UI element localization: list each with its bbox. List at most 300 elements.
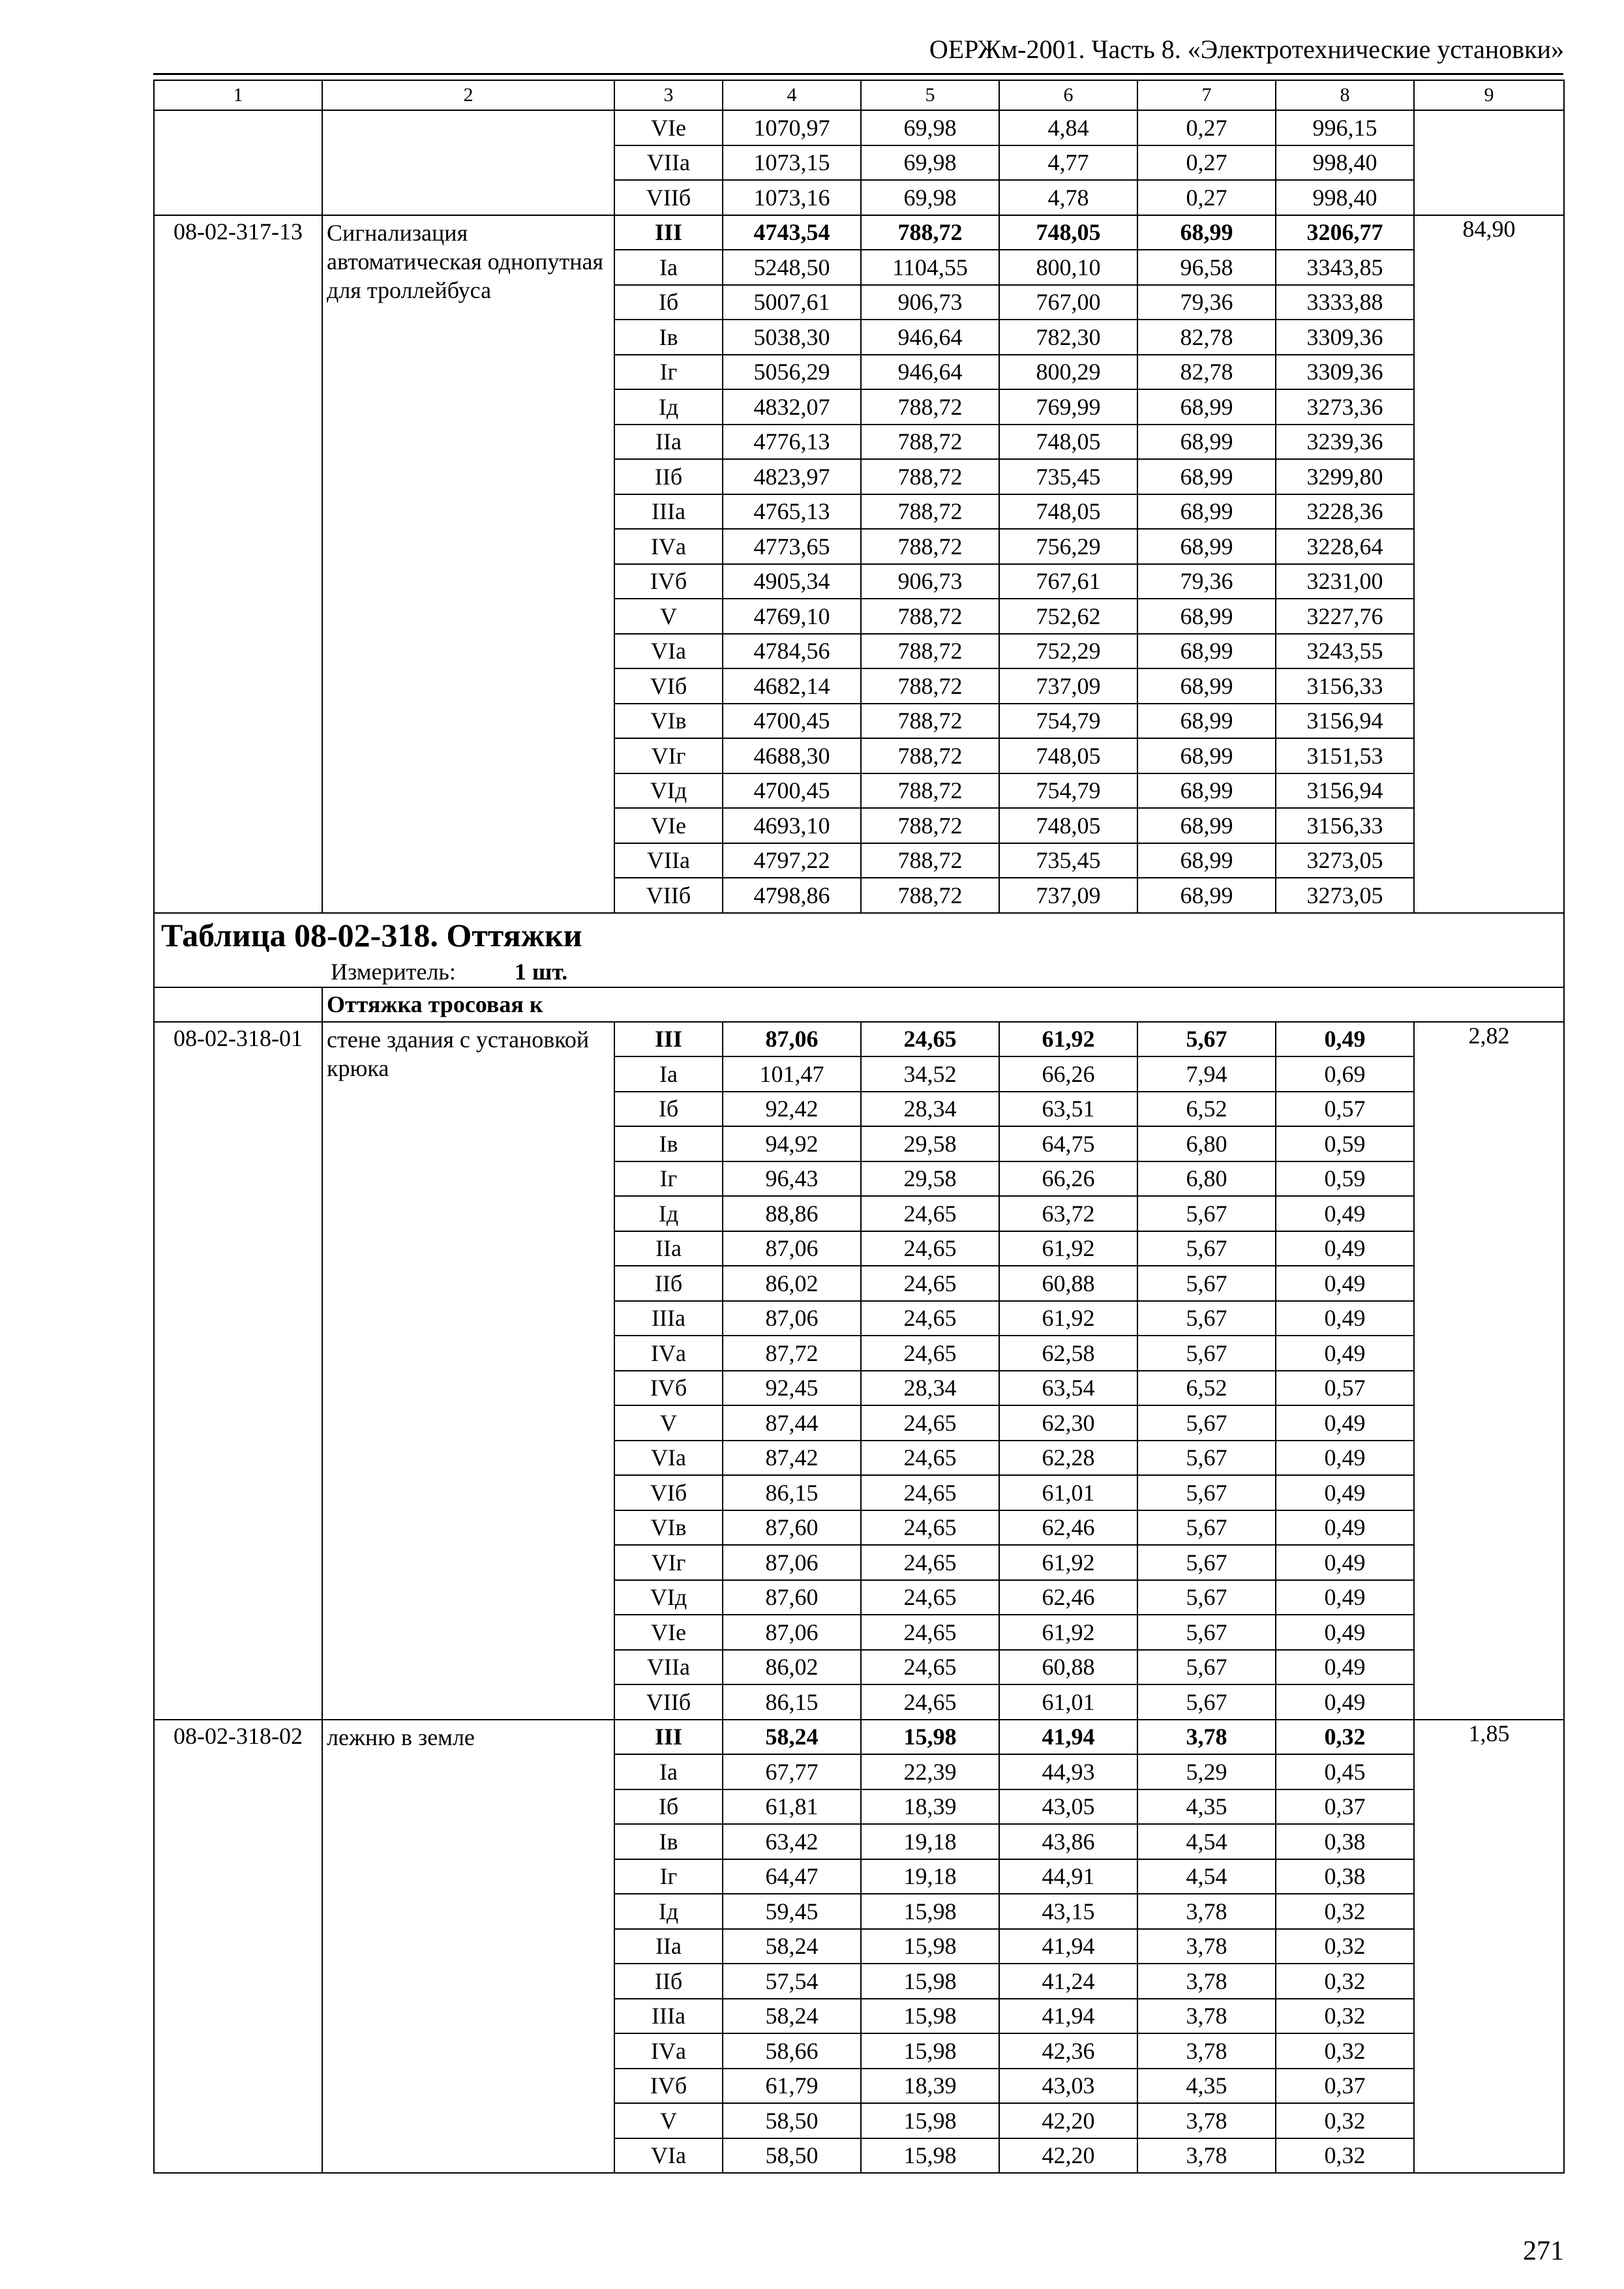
rate-name: стене здания с установкой крюка xyxy=(322,1022,614,1720)
column-number: 9 xyxy=(1414,80,1564,110)
wages-cell: 28,34 xyxy=(861,1092,999,1127)
direct-cost-cell: 4797,22 xyxy=(723,843,861,878)
machines-cell: 63,51 xyxy=(999,1092,1137,1127)
direct-cost-cell: 1073,15 xyxy=(723,145,861,181)
materials-cell: 0,49 xyxy=(1276,1405,1414,1441)
direct-cost-cell: 5056,29 xyxy=(723,355,861,390)
wages-cell: 24,65 xyxy=(861,1650,999,1685)
materials-cell: 0,32 xyxy=(1276,1929,1414,1964)
wages-cell: 15,98 xyxy=(861,1929,999,1964)
machines-cell: 62,28 xyxy=(999,1441,1137,1476)
drivers-wages-cell: 68,99 xyxy=(1137,704,1276,739)
drivers-wages-cell: 5,67 xyxy=(1137,1231,1276,1266)
direct-cost-cell: 4743,54 xyxy=(723,215,861,250)
drivers-wages-cell: 5,67 xyxy=(1137,1510,1276,1546)
materials-cell: 3156,94 xyxy=(1276,704,1414,739)
code-cell xyxy=(154,110,322,215)
drivers-wages-cell: 3,78 xyxy=(1137,1929,1276,1964)
direct-cost-cell: 4905,34 xyxy=(723,564,861,599)
name-cell xyxy=(322,110,614,215)
resource-group-cell: IIIа xyxy=(614,1301,723,1336)
wages-cell: 19,18 xyxy=(861,1859,999,1894)
column-number-row xyxy=(154,80,1564,110)
machines-cell: 66,26 xyxy=(999,1161,1137,1197)
drivers-wages-cell: 5,67 xyxy=(1137,1266,1276,1301)
machines-cell: 61,01 xyxy=(999,1475,1137,1510)
direct-cost-cell: 87,06 xyxy=(723,1022,861,1057)
drivers-wages-cell: 5,67 xyxy=(1137,1615,1276,1650)
direct-cost-cell: 4773,65 xyxy=(723,529,861,564)
machines-cell: 43,15 xyxy=(999,1894,1137,1929)
materials-cell: 3156,33 xyxy=(1276,808,1414,843)
drivers-wages-cell: 68,99 xyxy=(1137,389,1276,425)
materials-cell: 0,59 xyxy=(1276,1126,1414,1161)
wages-cell: 15,98 xyxy=(861,1999,999,2034)
wages-cell: 24,65 xyxy=(861,1022,999,1057)
table-row xyxy=(154,1022,1564,1057)
direct-cost-cell: 86,02 xyxy=(723,1266,861,1301)
wages-cell: 788,72 xyxy=(861,529,999,564)
measure-cell xyxy=(154,957,1564,987)
wages-cell: 788,72 xyxy=(861,634,999,669)
machines-cell: 4,77 xyxy=(999,145,1137,181)
wages-cell: 1104,55 xyxy=(861,250,999,285)
materials-cell: 0,38 xyxy=(1276,1824,1414,1859)
drivers-wages-cell: 6,80 xyxy=(1137,1161,1276,1197)
resource-group-cell: Iа xyxy=(614,1754,723,1789)
drivers-wages-cell: 68,99 xyxy=(1137,843,1276,878)
direct-cost-cell: 87,06 xyxy=(723,1545,861,1580)
resource-group-cell: IIа xyxy=(614,425,723,460)
resource-group-cell: Iа xyxy=(614,1056,723,1092)
drivers-wages-cell: 5,67 xyxy=(1137,1405,1276,1441)
machines-cell: 62,46 xyxy=(999,1580,1137,1615)
rate-code: 08-02-318-01 xyxy=(154,1022,322,1720)
wages-cell: 15,98 xyxy=(861,1964,999,1999)
direct-cost-cell: 4765,13 xyxy=(723,494,861,530)
drivers-wages-cell: 6,80 xyxy=(1137,1126,1276,1161)
direct-cost-cell: 87,42 xyxy=(723,1441,861,1476)
materials-cell: 3309,36 xyxy=(1276,320,1414,355)
direct-cost-cell: 58,50 xyxy=(723,2138,861,2174)
drivers-wages-cell: 68,99 xyxy=(1137,773,1276,809)
resource-group-cell: III xyxy=(614,215,723,250)
materials-cell: 3156,94 xyxy=(1276,773,1414,809)
drivers-wages-cell: 68,99 xyxy=(1137,634,1276,669)
resource-group-cell: IVа xyxy=(614,1336,723,1371)
machines-cell: 782,30 xyxy=(999,320,1137,355)
resource-group-cell: VIб xyxy=(614,1475,723,1510)
wages-cell: 788,72 xyxy=(861,494,999,530)
direct-cost-cell: 58,66 xyxy=(723,2033,861,2069)
direct-cost-cell: 4769,10 xyxy=(723,599,861,634)
wages-cell: 24,65 xyxy=(861,1684,999,1720)
wages-cell: 22,39 xyxy=(861,1754,999,1789)
resource-group-cell: VIIб xyxy=(614,878,723,913)
drivers-wages-cell: 3,78 xyxy=(1137,2033,1276,2069)
resource-group-cell: Iв xyxy=(614,1126,723,1161)
resource-group-cell: IIIа xyxy=(614,494,723,530)
column-number: 8 xyxy=(1276,80,1414,110)
measure-row xyxy=(154,957,1564,987)
drivers-wages-cell: 68,99 xyxy=(1137,459,1276,494)
table-row xyxy=(154,1720,1564,1755)
resource-group-cell: VIв xyxy=(614,704,723,739)
materials-cell: 3228,36 xyxy=(1276,494,1414,530)
wages-cell: 788,72 xyxy=(861,843,999,878)
wages-cell: 788,72 xyxy=(861,459,999,494)
direct-cost-cell: 87,06 xyxy=(723,1615,861,1650)
column-number: 2 xyxy=(322,80,614,110)
drivers-wages-cell: 68,99 xyxy=(1137,425,1276,460)
materials-cell: 0,32 xyxy=(1276,1964,1414,1999)
materials-cell: 0,59 xyxy=(1276,1161,1414,1197)
resource-group-cell: IVб xyxy=(614,1371,723,1406)
machines-cell: 752,62 xyxy=(999,599,1137,634)
machines-cell: 41,94 xyxy=(999,1999,1137,2034)
wages-cell: 18,39 xyxy=(861,1789,999,1825)
drivers-wages-cell: 96,58 xyxy=(1137,250,1276,285)
direct-cost-cell: 86,15 xyxy=(723,1684,861,1720)
column-number: 3 xyxy=(614,80,723,110)
direct-cost-cell: 92,42 xyxy=(723,1092,861,1127)
resource-group-cell: IIIа xyxy=(614,1999,723,2034)
drivers-wages-cell: 5,67 xyxy=(1137,1475,1276,1510)
machines-cell: 748,05 xyxy=(999,738,1137,773)
drivers-wages-cell: 3,78 xyxy=(1137,2103,1276,2138)
direct-cost-cell: 1070,97 xyxy=(723,110,861,145)
machines-cell: 748,05 xyxy=(999,425,1137,460)
drivers-wages-cell: 68,99 xyxy=(1137,668,1276,704)
materials-cell: 0,49 xyxy=(1276,1475,1414,1510)
materials-cell: 998,40 xyxy=(1276,180,1414,215)
wages-cell: 24,65 xyxy=(861,1441,999,1476)
header-rule xyxy=(153,73,1563,75)
materials-cell: 0,69 xyxy=(1276,1056,1414,1092)
resource-group-cell: IVб xyxy=(614,2069,723,2104)
direct-cost-cell: 96,43 xyxy=(723,1161,861,1197)
drivers-wages-cell: 0,27 xyxy=(1137,145,1276,181)
resource-group-cell: III xyxy=(614,1720,723,1755)
materials-cell: 3206,77 xyxy=(1276,215,1414,250)
labor-cost-cell: 2,82 xyxy=(1414,1022,1564,1720)
direct-cost-cell: 4823,97 xyxy=(723,459,861,494)
direct-cost-cell: 92,45 xyxy=(723,1371,861,1406)
materials-cell: 0,37 xyxy=(1276,2069,1414,2104)
wages-cell: 788,72 xyxy=(861,773,999,809)
wages-cell: 34,52 xyxy=(861,1056,999,1092)
machines-cell: 767,61 xyxy=(999,564,1137,599)
resource-group-cell: III xyxy=(614,1022,723,1057)
drivers-wages-cell: 3,78 xyxy=(1137,1894,1276,1929)
wages-cell: 15,98 xyxy=(861,1894,999,1929)
wages-cell: 788,72 xyxy=(861,704,999,739)
column-number: 1 xyxy=(154,80,322,110)
machines-cell: 42,20 xyxy=(999,2103,1137,2138)
materials-cell: 0,45 xyxy=(1276,1754,1414,1789)
direct-cost-cell: 4682,14 xyxy=(723,668,861,704)
resource-group-cell: IVа xyxy=(614,2033,723,2069)
machines-cell: 800,10 xyxy=(999,250,1137,285)
resource-group-cell: VIа xyxy=(614,634,723,669)
materials-cell: 0,37 xyxy=(1276,1789,1414,1825)
drivers-wages-cell: 5,29 xyxy=(1137,1754,1276,1789)
materials-cell: 3231,00 xyxy=(1276,564,1414,599)
materials-cell: 0,49 xyxy=(1276,1266,1414,1301)
direct-cost-cell: 58,24 xyxy=(723,1720,861,1755)
machines-cell: 43,05 xyxy=(999,1789,1137,1825)
materials-cell: 3273,05 xyxy=(1276,878,1414,913)
resource-group-cell: Iд xyxy=(614,1196,723,1231)
machines-cell: 63,72 xyxy=(999,1196,1137,1231)
materials-cell: 3156,33 xyxy=(1276,668,1414,704)
resource-group-cell: VIб xyxy=(614,668,723,704)
table-title: Таблица 08-02-318. Оттяжки xyxy=(154,913,1564,957)
table-row xyxy=(154,110,1564,145)
column-number: 5 xyxy=(861,80,999,110)
column-number: 4 xyxy=(723,80,861,110)
drivers-wages-cell: 3,78 xyxy=(1137,1999,1276,2034)
wages-cell: 788,72 xyxy=(861,738,999,773)
wages-cell: 788,72 xyxy=(861,599,999,634)
drivers-wages-cell: 7,94 xyxy=(1137,1056,1276,1092)
direct-cost-cell: 5007,61 xyxy=(723,285,861,320)
materials-cell: 3151,53 xyxy=(1276,738,1414,773)
machines-cell: 769,99 xyxy=(999,389,1137,425)
materials-cell: 0,49 xyxy=(1276,1650,1414,1685)
machines-cell: 44,91 xyxy=(999,1859,1137,1894)
wages-cell: 24,65 xyxy=(861,1580,999,1615)
direct-cost-cell: 61,79 xyxy=(723,2069,861,2104)
materials-cell: 0,32 xyxy=(1276,2103,1414,2138)
machines-cell: 748,05 xyxy=(999,808,1137,843)
machines-cell: 64,75 xyxy=(999,1126,1137,1161)
column-number: 6 xyxy=(999,80,1137,110)
wages-cell: 24,65 xyxy=(861,1266,999,1301)
resource-group-cell: Iг xyxy=(614,1161,723,1197)
machines-cell: 735,45 xyxy=(999,843,1137,878)
drivers-wages-cell: 5,67 xyxy=(1137,1196,1276,1231)
direct-cost-cell: 94,92 xyxy=(723,1126,861,1161)
resource-group-cell: VIIа xyxy=(614,843,723,878)
resource-group-cell: VIд xyxy=(614,1580,723,1615)
resource-group-cell: IIб xyxy=(614,1266,723,1301)
drivers-wages-cell: 5,67 xyxy=(1137,1301,1276,1336)
direct-cost-cell: 1073,16 xyxy=(723,180,861,215)
resource-group-cell: VIIб xyxy=(614,180,723,215)
materials-cell: 3227,76 xyxy=(1276,599,1414,634)
wages-cell: 15,98 xyxy=(861,2103,999,2138)
wages-cell: 69,98 xyxy=(861,180,999,215)
materials-cell: 0,49 xyxy=(1276,1580,1414,1615)
materials-cell: 0,49 xyxy=(1276,1545,1414,1580)
direct-cost-cell: 87,06 xyxy=(723,1231,861,1266)
direct-cost-cell: 4832,07 xyxy=(723,389,861,425)
machines-cell: 752,29 xyxy=(999,634,1137,669)
materials-cell: 3228,64 xyxy=(1276,529,1414,564)
materials-cell: 0,49 xyxy=(1276,1336,1414,1371)
direct-cost-cell: 87,60 xyxy=(723,1510,861,1546)
resource-group-cell: IVб xyxy=(614,564,723,599)
machines-cell: 61,92 xyxy=(999,1615,1137,1650)
machines-cell: 43,03 xyxy=(999,2069,1137,2104)
page-header: ОЕРЖм-2001. Часть 8. «Электротехнические установки» xyxy=(929,35,1564,64)
wages-cell: 906,73 xyxy=(861,564,999,599)
drivers-wages-cell: 68,99 xyxy=(1137,878,1276,913)
wages-cell: 788,72 xyxy=(861,215,999,250)
wages-cell: 15,98 xyxy=(861,1720,999,1755)
wages-cell: 19,18 xyxy=(861,1824,999,1859)
materials-cell: 0,32 xyxy=(1276,2033,1414,2069)
page-number: 271 xyxy=(1523,2236,1564,2266)
machines-cell: 42,20 xyxy=(999,2138,1137,2174)
materials-cell: 0,49 xyxy=(1276,1022,1414,1057)
drivers-wages-cell: 4,35 xyxy=(1137,2069,1276,2104)
direct-cost-cell: 5038,30 xyxy=(723,320,861,355)
machines-cell: 61,92 xyxy=(999,1301,1137,1336)
drivers-wages-cell: 4,54 xyxy=(1137,1824,1276,1859)
machines-cell: 41,94 xyxy=(999,1929,1137,1964)
drivers-wages-cell: 82,78 xyxy=(1137,355,1276,390)
wages-cell: 906,73 xyxy=(861,285,999,320)
direct-cost-cell: 58,24 xyxy=(723,1929,861,1964)
drivers-wages-cell: 68,99 xyxy=(1137,529,1276,564)
machines-cell: 737,09 xyxy=(999,668,1137,704)
resource-group-cell: Iг xyxy=(614,355,723,390)
machines-cell: 61,92 xyxy=(999,1545,1137,1580)
resource-group-cell: IIа xyxy=(614,1231,723,1266)
wages-cell: 29,58 xyxy=(861,1161,999,1197)
machines-cell: 62,46 xyxy=(999,1510,1137,1546)
direct-cost-cell: 86,02 xyxy=(723,1650,861,1685)
direct-cost-cell: 61,81 xyxy=(723,1789,861,1825)
labor-cost-cell: 84,90 xyxy=(1414,215,1564,913)
machines-cell: 754,79 xyxy=(999,773,1137,809)
drivers-wages-cell: 5,67 xyxy=(1137,1650,1276,1685)
wages-cell: 946,64 xyxy=(861,320,999,355)
resource-group-cell: VIг xyxy=(614,738,723,773)
machines-cell: 41,24 xyxy=(999,1964,1137,1999)
materials-cell: 3239,36 xyxy=(1276,425,1414,460)
machines-cell: 41,94 xyxy=(999,1720,1137,1755)
direct-cost-cell: 88,86 xyxy=(723,1196,861,1231)
wages-cell: 18,39 xyxy=(861,2069,999,2104)
machines-cell: 44,93 xyxy=(999,1754,1137,1789)
wages-cell: 946,64 xyxy=(861,355,999,390)
wages-cell: 15,98 xyxy=(861,2033,999,2069)
materials-cell: 3309,36 xyxy=(1276,355,1414,390)
machines-cell: 61,92 xyxy=(999,1231,1137,1266)
direct-cost-cell: 4693,10 xyxy=(723,808,861,843)
materials-cell: 0,49 xyxy=(1276,1510,1414,1546)
machines-cell: 62,30 xyxy=(999,1405,1137,1441)
resource-group-cell: Iв xyxy=(614,320,723,355)
resource-group-cell: VIе xyxy=(614,1615,723,1650)
direct-cost-cell: 87,44 xyxy=(723,1405,861,1441)
labor-cost-cell xyxy=(1414,110,1564,215)
machines-cell: 748,05 xyxy=(999,215,1137,250)
drivers-wages-cell: 5,67 xyxy=(1137,1684,1276,1720)
direct-cost-cell: 4700,45 xyxy=(723,704,861,739)
drivers-wages-cell: 79,36 xyxy=(1137,285,1276,320)
direct-cost-cell: 86,15 xyxy=(723,1475,861,1510)
wages-cell: 24,65 xyxy=(861,1231,999,1266)
drivers-wages-cell: 68,99 xyxy=(1137,808,1276,843)
machines-cell: 61,92 xyxy=(999,1022,1137,1057)
materials-cell: 0,49 xyxy=(1276,1301,1414,1336)
wages-cell: 24,65 xyxy=(861,1196,999,1231)
materials-cell: 0,32 xyxy=(1276,1999,1414,2034)
resource-group-cell: IIб xyxy=(614,1964,723,1999)
materials-cell: 3333,88 xyxy=(1276,285,1414,320)
machines-cell: 61,01 xyxy=(999,1684,1137,1720)
drivers-wages-cell: 82,78 xyxy=(1137,320,1276,355)
resource-group-cell: VIе xyxy=(614,808,723,843)
drivers-wages-cell: 6,52 xyxy=(1137,1092,1276,1127)
machines-cell: 60,88 xyxy=(999,1650,1137,1685)
materials-cell: 996,15 xyxy=(1276,110,1414,145)
wages-cell: 24,65 xyxy=(861,1475,999,1510)
direct-cost-cell: 67,77 xyxy=(723,1754,861,1789)
wages-cell: 788,72 xyxy=(861,808,999,843)
machines-cell: 756,29 xyxy=(999,529,1137,564)
labor-cost-cell: 1,85 xyxy=(1414,1720,1564,2174)
direct-cost-cell: 4700,45 xyxy=(723,773,861,809)
direct-cost-cell: 64,47 xyxy=(723,1859,861,1894)
wages-cell: 788,72 xyxy=(861,878,999,913)
machines-cell: 63,54 xyxy=(999,1371,1137,1406)
drivers-wages-cell: 68,99 xyxy=(1137,599,1276,634)
resource-group-cell: IVа xyxy=(614,529,723,564)
direct-cost-cell: 57,54 xyxy=(723,1964,861,1999)
materials-cell: 0,32 xyxy=(1276,1720,1414,1755)
resource-group-cell: V xyxy=(614,2103,723,2138)
rate-name: лежню в земле xyxy=(322,1720,614,2174)
drivers-wages-cell: 5,67 xyxy=(1137,1545,1276,1580)
materials-cell: 0,32 xyxy=(1276,1894,1414,1929)
resource-group-cell: Iг xyxy=(614,1859,723,1894)
wages-cell: 24,65 xyxy=(861,1545,999,1580)
resource-group-cell: V xyxy=(614,599,723,634)
direct-cost-cell: 4688,30 xyxy=(723,738,861,773)
drivers-wages-cell: 68,99 xyxy=(1137,494,1276,530)
machines-cell: 748,05 xyxy=(999,494,1137,530)
machines-cell: 66,26 xyxy=(999,1056,1137,1092)
materials-cell: 0,49 xyxy=(1276,1684,1414,1720)
resource-group-cell: VIв xyxy=(614,1510,723,1546)
materials-cell: 0,49 xyxy=(1276,1615,1414,1650)
rates-table xyxy=(153,80,1565,2174)
machines-cell: 4,84 xyxy=(999,110,1137,145)
resource-group-cell: Iа xyxy=(614,250,723,285)
machines-cell: 60,88 xyxy=(999,1266,1137,1301)
materials-cell: 0,49 xyxy=(1276,1231,1414,1266)
resource-group-cell: Iб xyxy=(614,1092,723,1127)
measure-label: Измеритель: xyxy=(331,958,456,985)
materials-cell: 3273,05 xyxy=(1276,843,1414,878)
materials-cell: 0,32 xyxy=(1276,2138,1414,2174)
rate-code: 08-02-317-13 xyxy=(154,215,322,913)
direct-cost-cell: 58,24 xyxy=(723,1999,861,2034)
resource-group-cell: VIIа xyxy=(614,1650,723,1685)
subheader-text: Оттяжка тросовая к xyxy=(322,987,1564,1022)
wages-cell: 28,34 xyxy=(861,1371,999,1406)
table-title-row xyxy=(154,913,1564,957)
materials-cell: 3343,85 xyxy=(1276,250,1414,285)
wages-cell: 69,98 xyxy=(861,145,999,181)
drivers-wages-cell: 5,67 xyxy=(1137,1336,1276,1371)
direct-cost-cell: 4798,86 xyxy=(723,878,861,913)
